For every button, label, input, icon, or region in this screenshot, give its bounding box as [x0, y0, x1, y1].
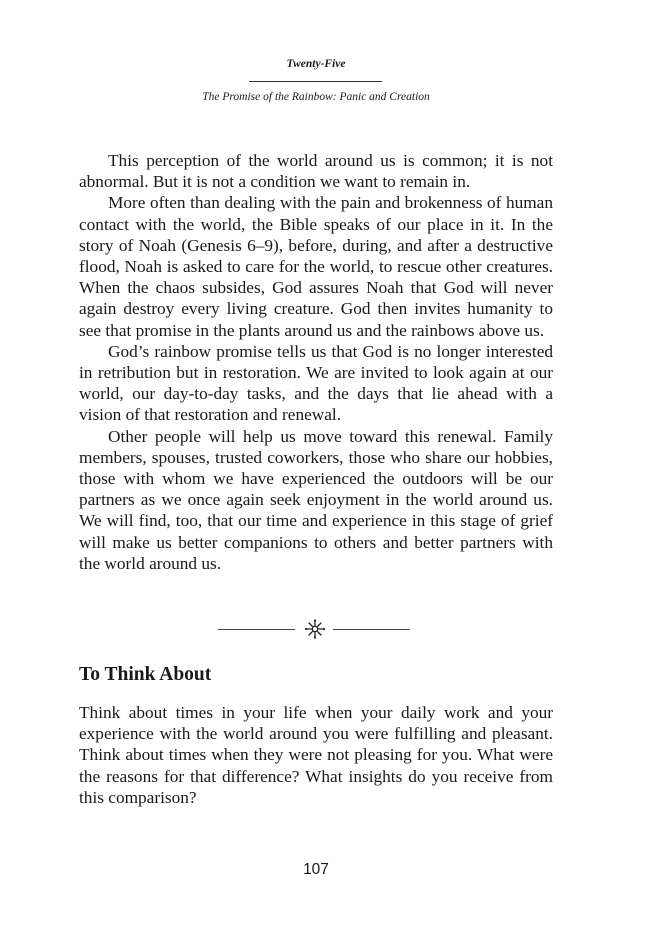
- section-text: [79, 702, 553, 808]
- paragraph: Other people will help us move toward this renewal. Family members, spouses, trusted coworkers, those who share our hobbies, those with whom we have experienced the outdoors will be our partners as we once again seek enjoyment in the world around us. We will find, too, that our time and experience in this stage of grief will make us better companions to others and better partners with the world around us.: [79, 426, 553, 573]
- page-number: 107: [303, 861, 329, 878]
- book-page: [79, 0, 553, 945]
- chapter-number: Twenty-Five: [286, 58, 346, 70]
- section-heading: To Think About: [79, 664, 212, 685]
- paragraph: Think about times in your life when your daily work and your experience with the world around you were fulfilling and pleasant. Think about times when they were not pleasing for you. What were the reasons for that difference? What insights do you receive from this comparison?: [79, 703, 553, 807]
- section-ornament: [79, 619, 553, 639]
- ornament-rule-right: [333, 629, 410, 630]
- header-divider: [249, 81, 382, 82]
- body-text: [79, 150, 553, 574]
- paragraph: God’s rainbow promise tells us that God is no longer interested in retribution but in restoration. We are invited to look again at our world, our day-to-day tasks, and the days that lie ahead with a vision of that restoration and renewal.: [79, 341, 553, 425]
- flourish-icon: [304, 619, 326, 639]
- paragraph: More often than dealing with the pain and brokenness of human contact with the world, the Bible speaks of our place in it. In the story of Noah (Genesis 6–9), before, during, and after a destructive flood, Noah is asked to care for the world, to rescue other creatures. When the chaos subsides, God assures Noah that God will never again destroy every living creature. God then invites humanity to see that promise in the plants around us and the rainbows above us.: [79, 193, 553, 340]
- chapter-title: The Promise of the Rainbow: Panic and Creation: [202, 91, 430, 103]
- ornament-rule-left: [218, 629, 295, 630]
- paragraph: This perception of the world around us is common; it is not abnormal. But it is not a condition we want to remain in.: [79, 151, 553, 192]
